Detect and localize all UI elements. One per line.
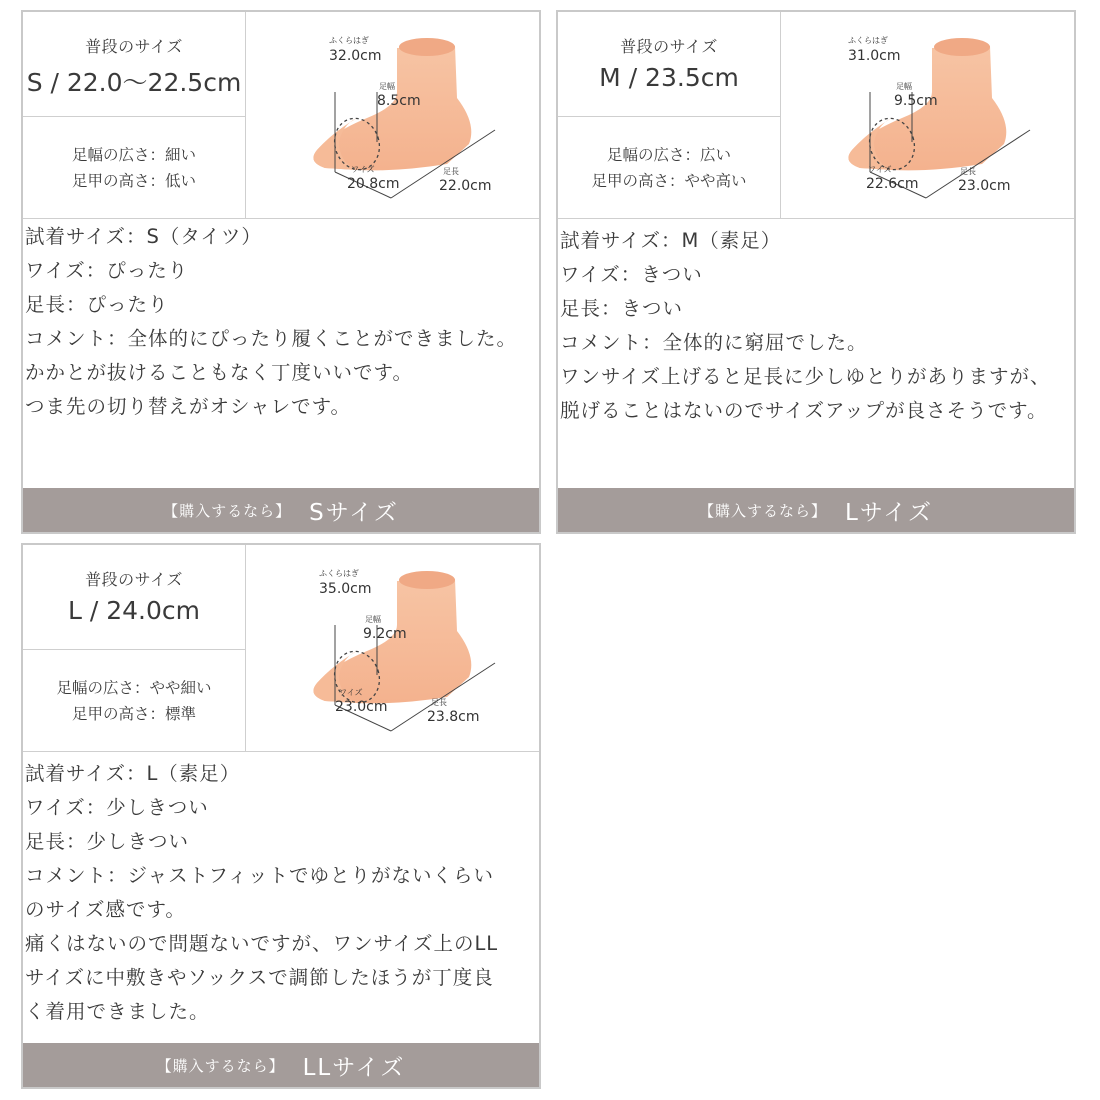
recommend-prefix: 【購入するなら】 <box>699 501 828 520</box>
size-info-panel <box>23 545 539 752</box>
calf-value: 31.0cm <box>848 48 901 64</box>
comment-line: コメント：全体的に窮屈でした。 <box>560 331 868 354</box>
usual-size-label: 普段のサイズ <box>85 570 183 589</box>
wise-value: 22.6cm <box>866 176 919 192</box>
size-info-panel <box>558 12 1074 219</box>
comment-line: ワイズ：少しきつい <box>25 796 209 819</box>
comment-line: 試着サイズ：L（素足） <box>25 762 241 785</box>
calf-label: ふくらはぎ <box>319 569 359 578</box>
instep-height-line: 足甲の高さ：やや高い <box>591 171 747 190</box>
review-comments <box>560 224 1076 428</box>
calf-value: 32.0cm <box>329 48 382 64</box>
calf-value: 35.0cm <box>319 581 372 597</box>
comment-line: く着用できました。 <box>25 1000 210 1023</box>
wise-label: ワイズ <box>339 688 363 697</box>
comment-line: 脱げることはないのでサイズアップが良さそうです。 <box>560 399 1048 422</box>
foot-width-line: 足幅の広さ：細い <box>71 145 196 164</box>
length-label: 足長 <box>960 167 976 176</box>
foot-width-line: 足幅の広さ：やや細い <box>56 678 212 697</box>
foot-diagram <box>782 12 1074 218</box>
instep-height-line: 足甲の高さ：低い <box>71 171 196 190</box>
usual-size-cell <box>23 12 246 117</box>
length-value: 23.8cm <box>427 709 480 725</box>
usual-size-cell <box>558 12 781 117</box>
foot-width-value: 9.2cm <box>363 626 407 642</box>
comment-line: 足長：きつい <box>560 297 684 320</box>
recommend-size: Sサイズ <box>309 499 399 526</box>
foot-shape-cell <box>23 650 246 751</box>
review-comments <box>25 220 541 424</box>
foot-shape-cell <box>558 117 781 218</box>
comment-line: コメント：全体的にぴったり履くことができました。 <box>25 327 518 350</box>
recommend-prefix: 【購入するなら】 <box>163 501 292 520</box>
foot-width-label: 足幅 <box>896 82 912 91</box>
wise-value: 20.8cm <box>347 176 400 192</box>
size-info-panel <box>23 12 539 219</box>
foot-illustration-icon <box>247 12 539 218</box>
usual-size-cell <box>23 545 246 650</box>
recommended-size-bar <box>23 488 539 532</box>
usual-size-value: S / 22.0〜22.5cm <box>26 68 242 97</box>
usual-size-value: M / 23.5cm <box>599 63 739 92</box>
comment-line: ワイズ：きつい <box>560 263 703 286</box>
wise-label: ワイズ <box>351 165 375 174</box>
comment-line: ワンサイズ上げると足長に少しゆとりがありますが、 <box>560 365 1051 388</box>
comment-line: 試着サイズ：M（素足） <box>560 229 782 252</box>
calf-label: ふくらはぎ <box>329 36 369 45</box>
foot-width-value: 9.5cm <box>894 93 938 109</box>
recommend-size: Lサイズ <box>845 499 933 526</box>
foot-diagram <box>247 12 539 218</box>
length-value: 22.0cm <box>439 178 492 194</box>
length-label: 足長 <box>443 167 459 176</box>
length-value: 23.0cm <box>958 178 1011 194</box>
size-card-2 <box>556 10 1076 534</box>
comment-line: コメント：ジャストフィットでゆとりがないくらい <box>25 864 494 887</box>
comment-line: 痛くはないので問題ないですが、ワンサイズ上のLL <box>25 932 499 955</box>
recommended-size-bar <box>558 488 1074 532</box>
usual-size-value: L / 24.0cm <box>67 596 200 625</box>
recommend-size: LLサイズ <box>302 1054 406 1081</box>
comment-line: 足長：ぴったり <box>25 293 169 316</box>
recommend-prefix: 【購入するなら】 <box>156 1056 285 1075</box>
wise-value: 23.0cm <box>335 699 388 715</box>
comment-line: のサイズ感です。 <box>25 898 186 921</box>
instep-height-line: 足甲の高さ：標準 <box>71 704 196 723</box>
foot-width-label: 足幅 <box>365 615 381 624</box>
comment-line: 試着サイズ：S（タイツ） <box>25 225 262 248</box>
review-comments <box>25 757 541 1029</box>
foot-diagram <box>247 545 539 751</box>
usual-size-label: 普段のサイズ <box>85 37 183 56</box>
recommended-size-bar <box>23 1043 539 1087</box>
comment-line: つま先の切り替えがオシャレです。 <box>25 395 352 418</box>
foot-width-line: 足幅の広さ：広い <box>606 145 731 164</box>
calf-label: ふくらはぎ <box>848 36 888 45</box>
foot-illustration-icon <box>247 545 539 751</box>
usual-size-label: 普段のサイズ <box>620 37 718 56</box>
size-card-3 <box>21 543 541 1089</box>
length-label: 足長 <box>431 698 447 707</box>
comment-line: ワイズ：ぴったり <box>25 259 189 282</box>
wise-label: ワイズ <box>868 165 892 174</box>
comment-line: サイズに中敷きやソックスで調節したほうが丁度良 <box>25 966 494 989</box>
comment-line: 足長：少しきつい <box>25 830 190 853</box>
comment-line: かかとが抜けることもなく丁度いいです。 <box>25 361 413 384</box>
foot-width-value: 8.5cm <box>377 93 421 109</box>
foot-shape-cell <box>23 117 246 218</box>
foot-illustration-icon <box>782 12 1074 218</box>
size-card-1 <box>21 10 541 534</box>
foot-width-label: 足幅 <box>379 82 395 91</box>
